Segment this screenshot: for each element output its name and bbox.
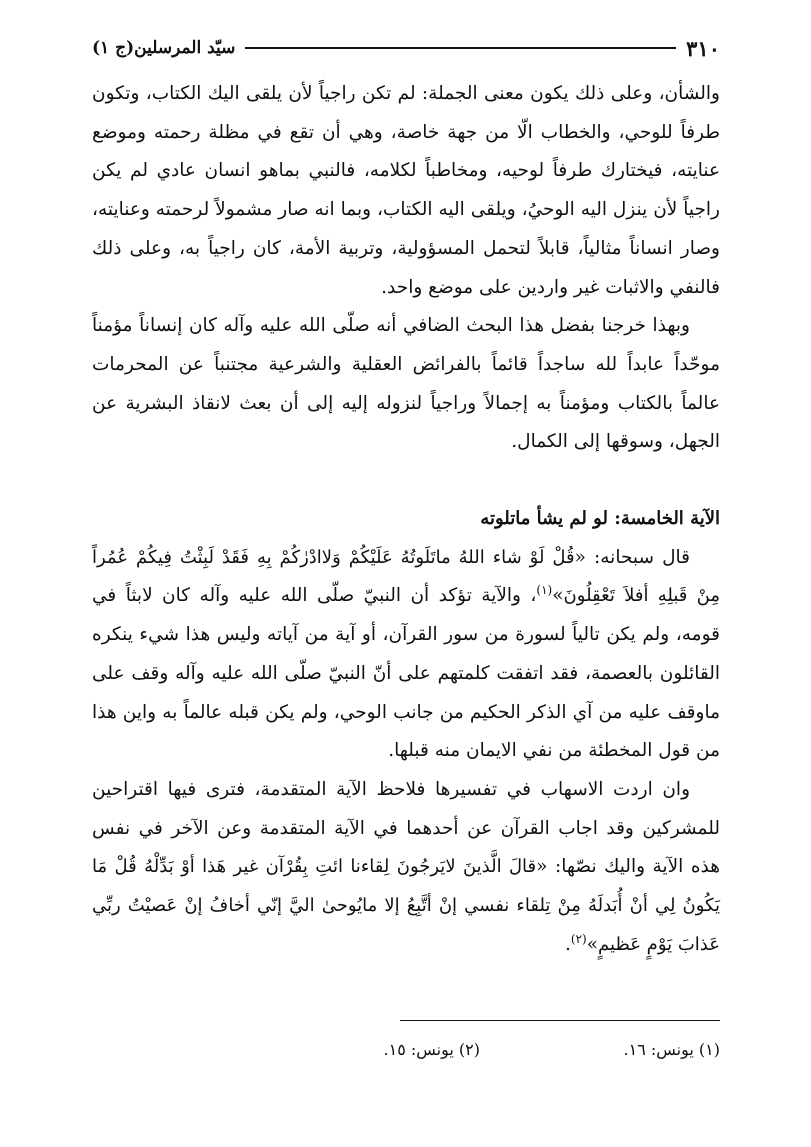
page-body: [92, 75, 720, 964]
footnotes: [92, 1040, 720, 1070]
footnote: (١) يونس: ١٦.: [623, 1040, 720, 1059]
quran-quote: قُلْ لَوْ شاء اللهُ ماتَلَوتُهُ عَلَيْكُمْ وَلاادْرٰكُمْ بِهِ فَقَدْ لَبِثْتُ فِيكُمْ عُمُراً مِنْ قَبلِهِ أفلاَ تَعْقِلُونَ: [92, 546, 720, 607]
paragraph-text: ، والآية تؤكد أن النبيّ صلّى الله عليه وآله كان لابثاً في قومه، ولم يكن تالياً لسورة من سور القرآن، أو آية من آياته وليس هذا شيء ينكره القائلون بالعصمة، فقد اتفقت كلمتهم على أنّ النبيّ صلّى الله عليه وآله وقف على ماوقف عليه من آي الذكر الحكيم من جانب الوحي، ولم يكن قبله عالماً به واين هذا من قول المخطئة من نفي الايمان منه قبلها.: [92, 585, 720, 762]
section-spacer: [92, 462, 720, 500]
sentence-end: .: [565, 933, 571, 955]
paragraph: وبهذا خرجنا بفضل هذا البحث الضافي أنه صلّى الله عليه وآله كان إنساناً مؤمناً موحّداً عابداً لله ساجداً قائماً بالفرائض العقلية والشرعية مجتنباً عن المحرمات عالماً بالكتاب ومؤمناً به إجمالاً وراجياً لنزوله إليه إلى أن بعث لانقاذ البشرية عن الجهل، وسوقها إلى الكمال.: [92, 315, 720, 453]
footnote-ref: (٢): [570, 931, 587, 946]
quote-close: »: [552, 585, 564, 607]
page-header: [92, 32, 720, 64]
quran-quote: قالَ الَّذينَ لايَرجُونَ لِقاءنا ائتِ بِقُرْآن غير هَذا أوْ بَدِّلْهُ قُلْ مَا يَكُونُ لِي أنْ أُبَدلَهُ مِنْ تِلقاء نفسي إنْ أتَّبِعُ إلا مايُوحىٰ اليَّ إنّي أخافُ إنْ عَصيْتُ ربِّي عَذابَ يَوْمٍ عَظيمٍ: [92, 856, 720, 955]
footnote: (٢) يونس: ١٥.: [383, 1040, 480, 1059]
footnote-rule: [400, 1020, 720, 1021]
section-heading: الآية الخامسة: لو لم يشأ ماتلوته: [480, 508, 720, 530]
header-rule: [245, 47, 676, 49]
paragraph-text: وان اردت الاسهاب في تفسيرها فلاحظ الآية المتقدمة، فترى فيها اقتراحين للمشركين وقد اجاب القرآن عن أحدهما في الآية المتقدمة وعن الآخر في نفس هذه الآية واليك نصّها: «: [92, 778, 721, 878]
paragraph: والشأن، وعلى ذلك يكون معنى الجملة: لم تكن راجياً لأن يلقى اليك الكتاب، وتكون طرفاً للوحي، والخطاب الّا من جهة خاصة، وهي أن تقع في مظلة رحمته وموضع عنايته، فيختارك طرفاً لوحيه، ومخاطباً لكلامه، فالنبي بماهو انسان عادي لم يكن راجياً لأن ينزل اليه الوحيُ، ويلقى اليه الكتاب، وبما انه صار مشمولاً لرحمته وعنايته، وصار انساناً مثالياً، قابلاً لتحمل المسؤولية، وتربية الأمة، كان راجياً به، وعلى ذلك فالنفي والاثبات غير واردين على موضع واحد.: [92, 83, 720, 298]
quote-close: »: [586, 933, 599, 955]
page-number: ٣١٠: [686, 35, 720, 61]
paragraph: [92, 539, 720, 771]
running-title: سيّد المرسلين(ج ١): [92, 38, 236, 58]
footnote-ref: (١): [536, 583, 553, 598]
paragraph-text: قال سبحانه: «: [574, 546, 690, 568]
paragraph: [92, 771, 720, 965]
